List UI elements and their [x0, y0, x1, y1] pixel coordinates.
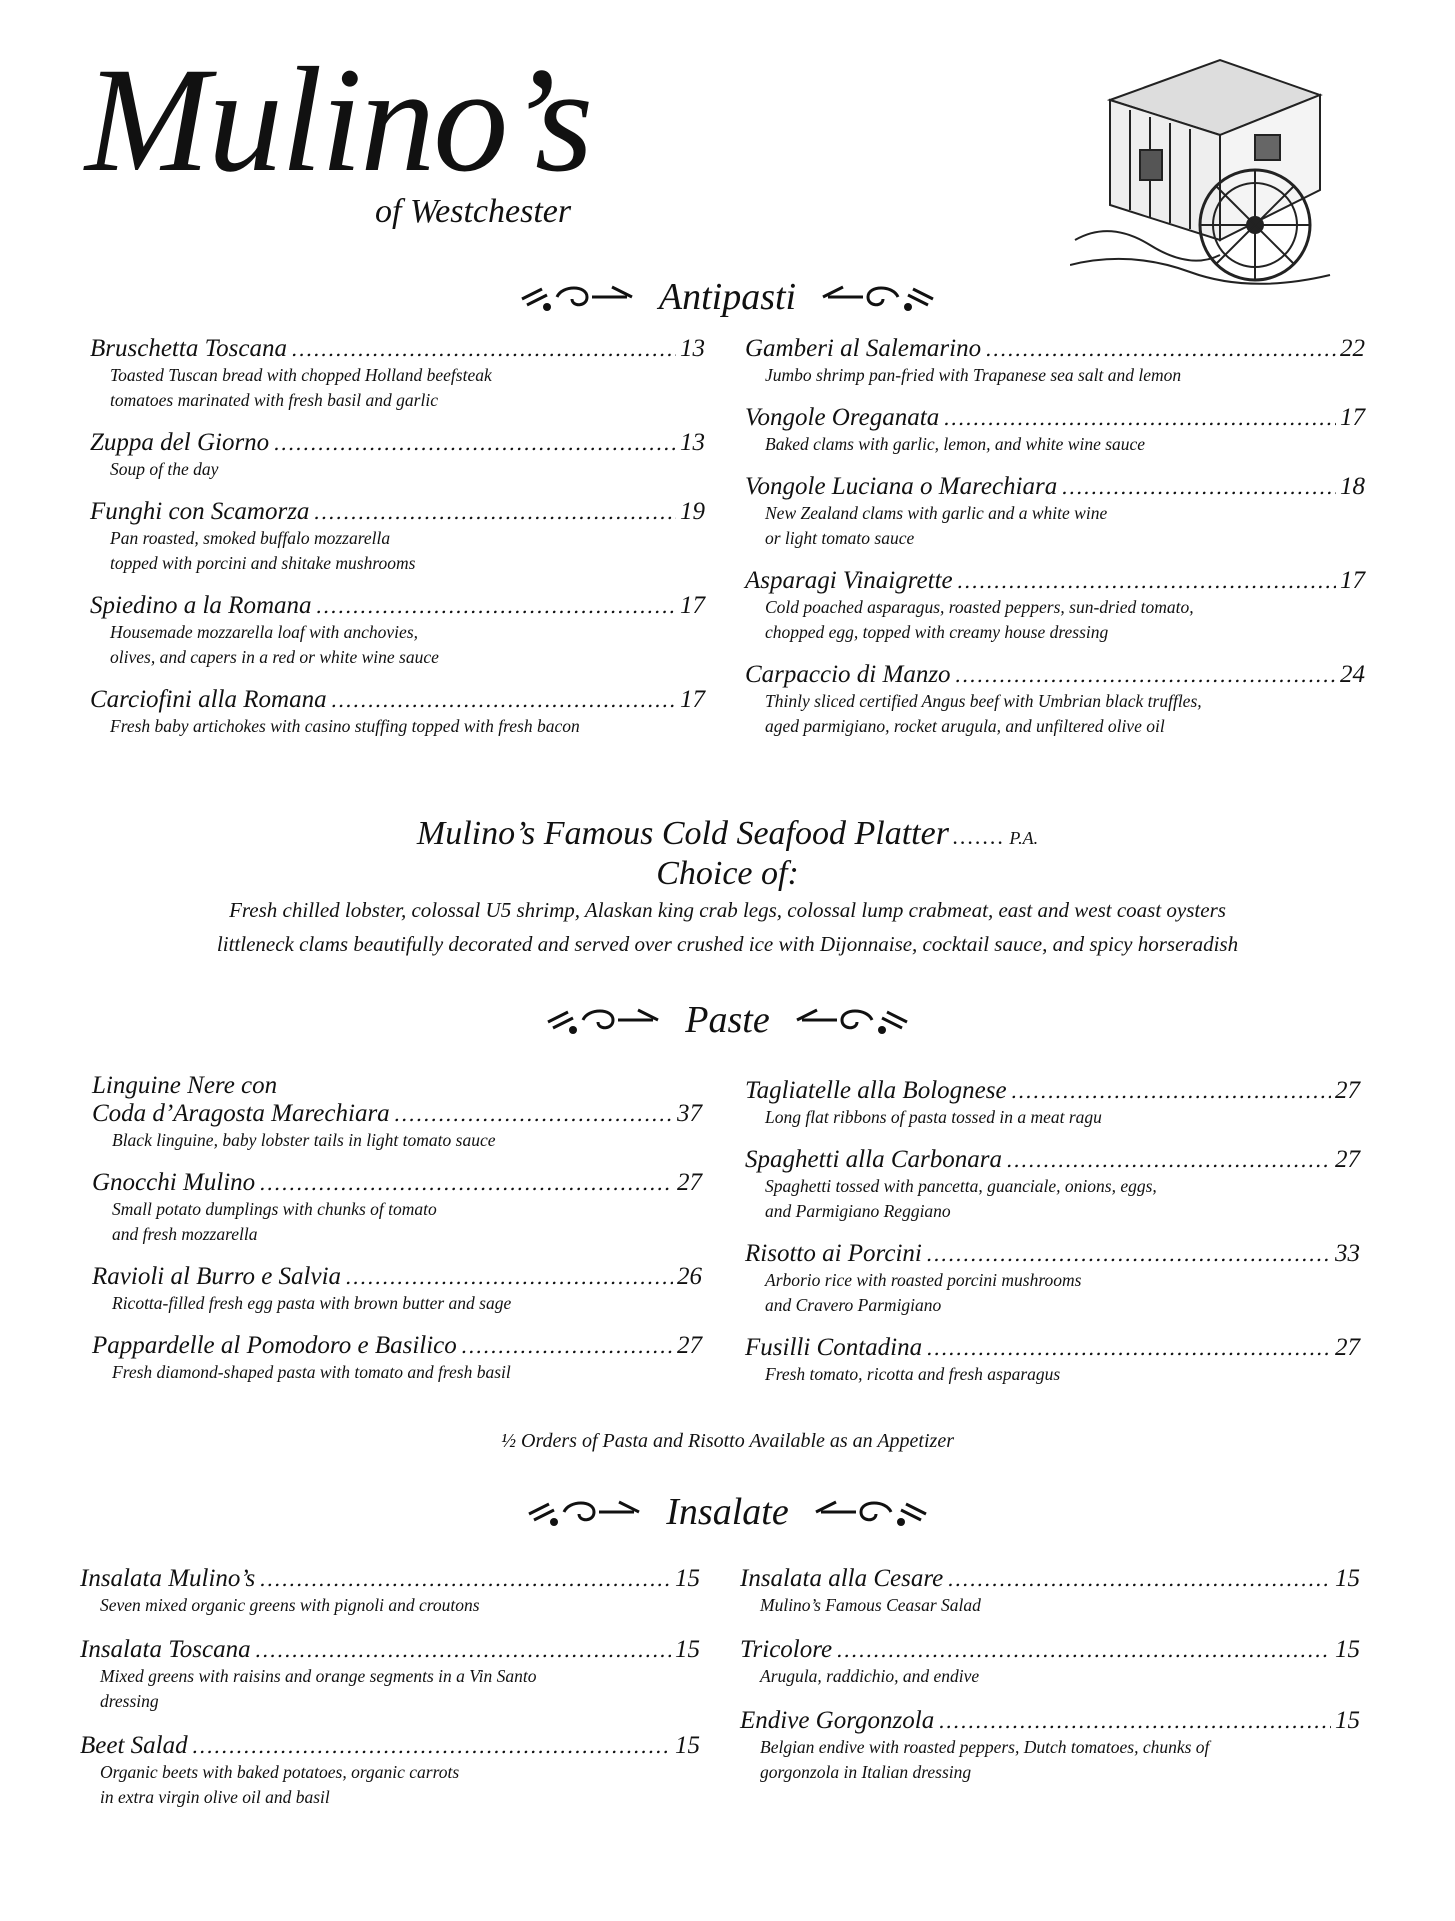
menu-item: [92, 1072, 702, 1153]
paste-right-column: [745, 1077, 1360, 1387]
antipasti-heading: [0, 275, 1455, 321]
item-name: Coda d’Aragosta Marechiara: [92, 1100, 390, 1127]
item-description: Cold poached asparagus, roasted peppers, sun-dried tomato,: [765, 597, 1194, 617]
item-name: Insalata Toscana: [80, 1636, 251, 1663]
item-name: Carciofini alla Romana: [90, 686, 327, 713]
item-price: 18: [1340, 473, 1365, 500]
item-description: olives, and capers in a red or white wine sauce: [110, 647, 439, 667]
paste-title: Paste: [685, 999, 770, 1041]
half-order-note: ½ Orders of Pasta and Risotto Available as an Appetizer: [501, 1430, 954, 1452]
item-description: Fresh baby artichokes with casino stuffing topped with fresh bacon: [110, 716, 580, 736]
item-price: 15: [1335, 1636, 1360, 1663]
item-description: aged parmigiano, rocket arugula, and unfiltered olive oil: [765, 716, 1165, 736]
item-description: Arborio rice with roasted porcini mushrooms: [765, 1270, 1082, 1290]
item-price: 15: [675, 1565, 700, 1592]
right-flourish-icon: [792, 1000, 912, 1040]
right-flourish-icon: [811, 1492, 931, 1532]
item-name-prefix: Linguine Nere con: [92, 1072, 278, 1099]
item-name: Vongole Oreganata: [745, 404, 940, 431]
item-price: 26: [677, 1263, 702, 1290]
menu-item: [745, 1334, 1360, 1387]
item-name: Spiedino a la Romana: [90, 592, 312, 619]
seafood-platter: [0, 815, 1455, 961]
item-price: 17: [680, 592, 705, 619]
menu-item: [745, 473, 1365, 551]
item-price: 17: [680, 686, 705, 713]
menu-item: [745, 661, 1365, 739]
menu-item: [80, 1565, 700, 1618]
item-name: Spaghetti alla Carbonara: [745, 1146, 1002, 1173]
menu-item: [90, 429, 705, 482]
item-price: 33: [1335, 1240, 1360, 1267]
item-description: tomatoes marinated with fresh basil and garlic: [110, 390, 438, 410]
right-flourish-icon: [818, 277, 938, 317]
item-description: topped with porcini and shitake mushrooms: [110, 553, 416, 573]
item-description: and fresh mozzarella: [112, 1224, 258, 1244]
item-description: Small potato dumplings with chunks of tomato: [112, 1199, 437, 1219]
item-price: 15: [1335, 1707, 1360, 1734]
item-description: Black linguine, baby lobster tails in light tomato sauce: [112, 1130, 496, 1150]
item-name: Insalata Mulino’s: [80, 1565, 256, 1592]
item-price: 27: [1335, 1077, 1360, 1104]
platter-price: P.A.: [1009, 828, 1039, 848]
menu-item: [740, 1636, 1360, 1689]
item-price: 27: [677, 1332, 702, 1359]
menu-item: [92, 1332, 702, 1385]
item-name: Tricolore: [740, 1636, 833, 1663]
logo-subtitle: of Westchester: [375, 193, 572, 230]
menu-item: [745, 1146, 1360, 1224]
item-name: Carpaccio di Manzo: [745, 661, 951, 688]
item-name: Ravioli al Burro e Salvia: [92, 1263, 342, 1290]
left-flourish-icon: [543, 1000, 663, 1040]
item-description: dressing: [100, 1691, 159, 1711]
menu-item: [90, 335, 705, 413]
item-description: Jumbo shrimp pan-fried with Trapanese sea salt and lemon: [765, 365, 1182, 385]
item-description: Housemade mozzarella loaf with anchovies,: [110, 622, 419, 642]
item-description: Fresh diamond-shaped pasta with tomato and fresh basil: [112, 1362, 511, 1382]
insalate-title: Insalate: [666, 1491, 789, 1533]
menu-item: [740, 1707, 1360, 1785]
item-price: 17: [1340, 567, 1365, 594]
platter-description: Fresh chilled lobster, colossal U5 shrimp, Alaskan king crab legs, colossal lump crabmeat, east and west coast oysters: [229, 898, 1226, 922]
item-description: Organic beets with baked potatoes, organic carrots: [100, 1762, 460, 1782]
platter-description: littleneck clams beautifully decorated and served over crushed ice with Dijonnaise, cocktail sauce, and spicy horseradish: [216, 932, 1239, 956]
item-description: Mulino’s Famous Ceasar Salad: [760, 1595, 981, 1615]
menu-item: [745, 1240, 1360, 1318]
item-description: Spaghetti tossed with pancetta, guanciale, onions, eggs,: [765, 1176, 1157, 1196]
item-price: 19: [680, 498, 705, 525]
item-price: 13: [680, 429, 705, 456]
item-description: chopped egg, topped with creamy house dressing: [765, 622, 1109, 642]
item-description: gorgonzola in Italian dressing: [760, 1762, 972, 1782]
item-name: Pappardelle al Pomodoro e Basilico: [92, 1332, 457, 1359]
item-description: Arugula, raddichio, and endive: [760, 1666, 980, 1686]
menu-item: [92, 1169, 702, 1247]
item-price: 27: [1335, 1146, 1360, 1173]
item-price: 22: [1340, 335, 1365, 362]
menu-item: [90, 686, 705, 739]
menu-item: [92, 1263, 702, 1316]
item-name: Beet Salad: [80, 1732, 188, 1759]
item-price: 37: [677, 1100, 702, 1127]
item-description: Fresh tomato, ricotta and fresh asparagus: [765, 1364, 1061, 1384]
menu-item: [745, 335, 1365, 388]
item-name: Insalata alla Cesare: [740, 1565, 944, 1592]
item-name: Asparagi Vinaigrette: [745, 567, 953, 594]
item-description: Baked clams with garlic, lemon, and white wine sauce: [765, 434, 1146, 454]
insalate-heading: [0, 1490, 1455, 1536]
platter-dots: .......: [952, 824, 1006, 849]
item-price: 13: [680, 335, 705, 362]
item-price: 27: [1335, 1334, 1360, 1361]
left-flourish-icon: [517, 277, 637, 317]
restaurant-logo: [85, 37, 592, 230]
item-description: Toasted Tuscan bread with chopped Holland beefsteak: [110, 365, 492, 385]
menu-item: [745, 404, 1365, 457]
item-description: New Zealand clams with garlic and a white wine: [765, 503, 1108, 523]
platter-choice: Choice of:: [656, 855, 799, 892]
paste-heading: [0, 998, 1455, 1044]
insalate-right-column: [740, 1565, 1360, 1785]
antipasti-title: Antipasti: [658, 276, 797, 318]
item-name: Funghi con Scamorza: [90, 498, 310, 525]
platter-title: Mulino’s Famous Cold Seafood Platter: [416, 815, 949, 852]
menu-item: [80, 1636, 700, 1714]
item-price: 15: [675, 1636, 700, 1663]
item-description: and Parmigiano Reggiano: [765, 1201, 951, 1221]
watermill-illustration-icon: [1070, 40, 1350, 290]
item-description: and Cravero Parmigiano: [765, 1295, 942, 1315]
item-name: Endive Gorgonzola: [740, 1707, 935, 1734]
item-description: Thinly sliced certified Angus beef with Umbrian black truffles,: [765, 691, 1202, 711]
item-price: 17: [1340, 404, 1365, 431]
item-name: Gamberi al Salemarino: [745, 335, 982, 362]
item-name: Bruschetta Toscana: [90, 335, 287, 362]
item-name: Risotto ai Porcini: [745, 1240, 922, 1267]
item-description: Long flat ribbons of pasta tossed in a meat ragu: [765, 1107, 1102, 1127]
item-name: Vongole Luciana o Marechiara: [745, 473, 1058, 500]
item-price: 24: [1340, 661, 1365, 688]
item-name: Zuppa del Giorno: [90, 429, 270, 456]
item-description: Mixed greens with raisins and orange segments in a Vin Santo: [100, 1666, 537, 1686]
menu-item: [80, 1732, 700, 1810]
insalate-left-column: [80, 1565, 700, 1810]
logo-name: Mulino’s: [85, 37, 592, 203]
menu-item: [740, 1565, 1360, 1618]
menu-item: [90, 592, 705, 670]
item-description: Ricotta-filled fresh egg pasta with brown butter and sage: [112, 1293, 512, 1313]
item-name: Tagliatelle alla Bolognese: [745, 1077, 1007, 1104]
item-description: in extra virgin olive oil and basil: [100, 1787, 330, 1807]
item-name: Fusilli Contadina: [745, 1334, 923, 1361]
item-name: Gnocchi Mulino: [92, 1169, 256, 1196]
paste-left-column: [92, 1072, 702, 1385]
menu-item: [745, 1077, 1360, 1130]
menu-item: [90, 498, 705, 576]
item-description: Seven mixed organic greens with pignoli and croutons: [100, 1595, 480, 1615]
menu-item: [745, 567, 1365, 645]
item-description: or light tomato sauce: [765, 528, 915, 548]
item-price: 15: [1335, 1565, 1360, 1592]
item-price: 27: [677, 1169, 702, 1196]
antipasti-left-column: [90, 335, 705, 739]
antipasti-right-column: [745, 335, 1365, 739]
item-price: 15: [675, 1732, 700, 1759]
left-flourish-icon: [524, 1492, 644, 1532]
item-description: Belgian endive with roasted peppers, Dutch tomatoes, chunks of: [760, 1737, 1210, 1757]
item-description: Soup of the day: [110, 459, 219, 479]
item-description: Pan roasted, smoked buffalo mozzarella: [110, 528, 391, 548]
